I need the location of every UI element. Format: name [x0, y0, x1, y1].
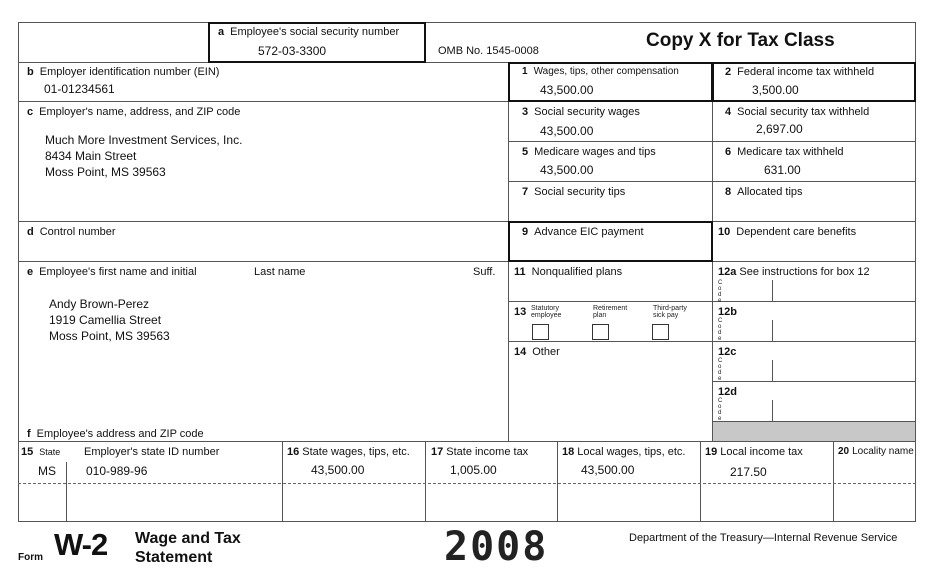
form-name-line: Wage and Tax — [135, 530, 241, 547]
shaded-area — [713, 422, 915, 441]
box-13-number: 13 — [514, 306, 527, 318]
box-12a-label: 12a See instructions for box 12 — [718, 266, 870, 278]
box-12b-label: 12b — [718, 306, 737, 318]
box-7-label: 7 Social security tips — [522, 186, 626, 198]
box-4-value: 2,697.00 — [756, 122, 803, 136]
form-code: W-2 — [54, 527, 108, 562]
box-4-label: 4 Social security tax withheld — [725, 106, 870, 118]
box-d-label: d Control number — [27, 226, 116, 238]
box-6-value: 631.00 — [764, 163, 801, 177]
divider — [282, 441, 283, 522]
retirement-plan-label: Retirement plan — [593, 305, 628, 319]
employee-ssn: 572-03-3300 — [258, 44, 327, 58]
divider — [557, 441, 558, 522]
box-20-label: 20 Locality name — [838, 446, 914, 457]
box-19-value: 217.50 — [730, 465, 767, 479]
address-line: Andy Brown-Perez — [49, 297, 150, 311]
dashed-divider — [18, 483, 916, 484]
box-2-label: 2 Federal income tax withheld — [725, 66, 875, 78]
copy-title: Copy X for Tax Class — [646, 30, 835, 51]
address-line: 1919 Camellia Street — [49, 313, 162, 327]
state-id-value: 010-989-96 — [86, 464, 148, 478]
box-12c-label: 12c — [718, 346, 737, 358]
box-c-label: c Employer's name, address, and ZIP code — [27, 106, 241, 118]
box-15-label: 15 State — [21, 446, 61, 458]
box-e-suffix-label: Suff. — [473, 266, 496, 278]
box-17-value: 1,005.00 — [450, 463, 497, 477]
box-b-label: b Employer identification number (EIN) — [27, 66, 220, 78]
address-line: Much More Investment Services, Inc. — [45, 133, 243, 147]
divider — [772, 320, 773, 341]
third-party-sick-pay-label: Third-party sick pay — [653, 305, 687, 319]
box-a-label: a Employee's social security number — [218, 26, 400, 38]
retirement-plan-checkbox[interactable] — [592, 324, 609, 340]
box-11-label: 11 Nonqualified plans — [514, 266, 623, 278]
box-f-label: f Employee's address and ZIP code — [27, 428, 204, 440]
form-name — [135, 529, 241, 567]
box-3-label: 3 Social security wages — [522, 106, 640, 118]
agency-label: Department of the Treasury—Internal Revenue Service — [629, 532, 898, 544]
box-19-label: 19 Local income tax — [705, 446, 803, 458]
state-value: MS — [38, 464, 56, 478]
form-word: Form — [18, 552, 43, 563]
box-1-label: 1 Wages, tips, other compensation — [522, 66, 679, 77]
box-6-label: 6 Medicare tax withheld — [725, 146, 844, 158]
box-18-value: 43,500.00 — [581, 463, 635, 477]
box-e-label: e Employee's first name and initial — [27, 266, 197, 278]
employer-address — [45, 132, 242, 180]
divider — [772, 280, 773, 301]
address-line: Moss Point, MS 39563 — [49, 329, 170, 343]
employee-address — [49, 296, 170, 344]
box-5-label: 5 Medicare wages and tips — [522, 146, 656, 158]
code-label: Code — [718, 398, 723, 422]
divider — [18, 221, 916, 222]
box-2-value: 3,500.00 — [752, 83, 799, 97]
box-14-label: 14 Other — [514, 346, 560, 358]
box-15-id-label: Employer's state ID number — [84, 446, 220, 458]
box-16-value: 43,500.00 — [311, 463, 365, 477]
omb-number: OMB No. 1545-0008 — [438, 45, 539, 57]
box-5-value: 43,500.00 — [540, 163, 594, 177]
statutory-employee-label: Statutory employee — [531, 305, 562, 319]
divider — [18, 441, 916, 442]
divider — [833, 441, 834, 522]
employer-ein: 01-01234561 — [44, 82, 115, 96]
divider — [772, 360, 773, 381]
box-17-label: 17 State income tax — [431, 446, 529, 458]
code-label: Code — [718, 358, 723, 382]
divider — [772, 400, 773, 421]
box-10-label: 10 Dependent care benefits — [718, 226, 857, 238]
divider — [18, 261, 916, 262]
box-18-label: 18 Local wages, tips, etc. — [562, 446, 686, 458]
box-16-label: 16 State wages, tips, etc. — [287, 446, 410, 458]
box-1-value: 43,500.00 — [540, 83, 594, 97]
form-name-line: Statement — [135, 549, 213, 566]
box-9-label: 9 Advance EIC payment — [522, 226, 644, 238]
divider — [712, 381, 916, 382]
tax-year: 2008 — [444, 524, 549, 570]
address-line: Moss Point, MS 39563 — [45, 165, 166, 179]
divider — [700, 441, 701, 522]
box-8-label: 8 Allocated tips — [725, 186, 803, 198]
box-3-value: 43,500.00 — [540, 124, 594, 138]
divider — [425, 441, 426, 522]
third-party-sick-pay-checkbox[interactable] — [652, 324, 669, 340]
box-e-last-name-label: Last name — [254, 266, 306, 278]
statutory-employee-checkbox[interactable] — [532, 324, 549, 340]
code-label: Code — [718, 318, 723, 342]
box-12d-label: 12d — [718, 386, 737, 398]
divider — [66, 462, 67, 522]
code-label: Code — [718, 280, 723, 304]
address-line: 8434 Main Street — [45, 149, 137, 163]
